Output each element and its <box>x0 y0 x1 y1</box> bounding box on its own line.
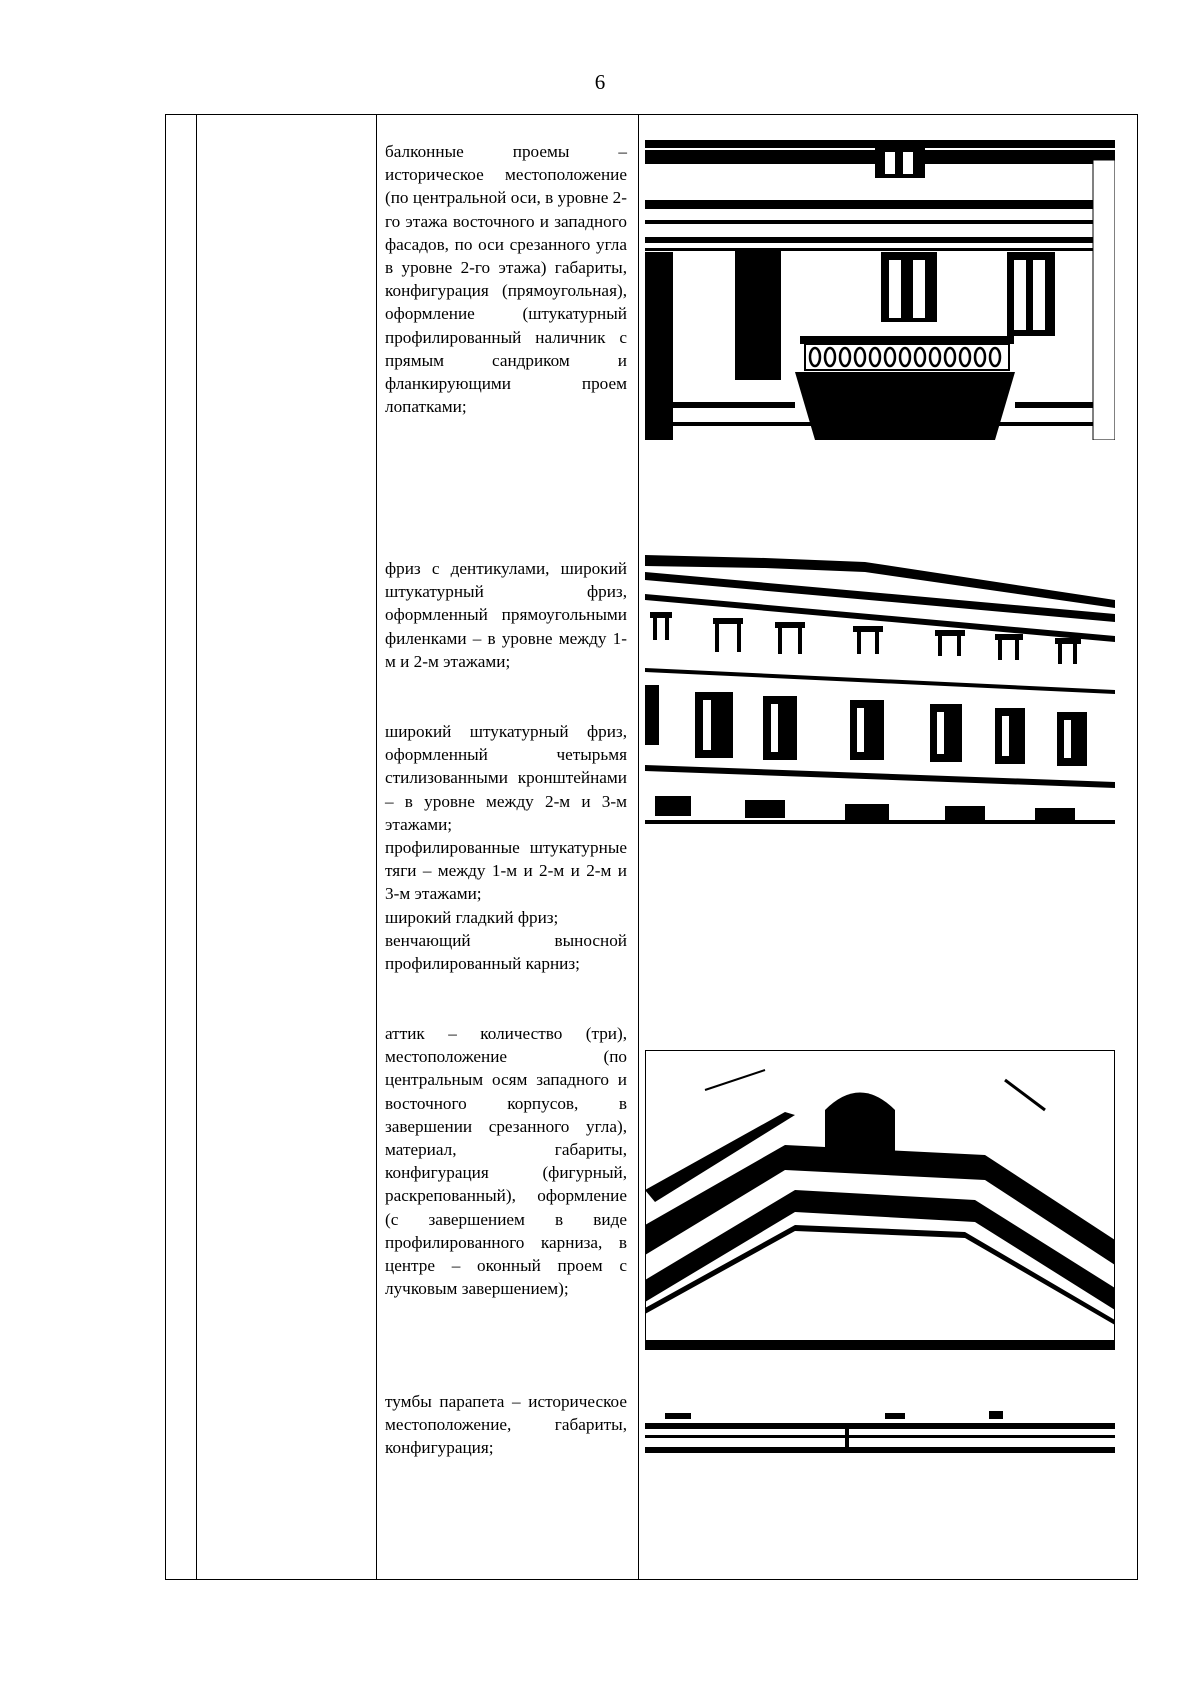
paragraph: профилированные штукатурные тяги – между 1-м и 2-м и 2-м и 3-м этажами; <box>385 838 627 904</box>
photo-attic <box>645 1050 1115 1350</box>
paragraph: балконные проемы – историческое местоположение (по центральной оси, в уровне 2-го этажа восточного и западного фасадов, по оси срезанного угла в уровне 2-го этажа) габариты, конфигурация (прямоугольная), оформление (штукатурный профилированный наличник с прямым сандриком и фланкирующими проем лопатками; <box>385 142 627 417</box>
section-attic <box>385 1022 627 1300</box>
photo-parapet <box>645 1405 1115 1460</box>
table-column-divider <box>638 115 639 1579</box>
section-frieze-dentils <box>385 557 627 673</box>
photo-facade-friezes <box>645 550 1115 830</box>
section-parapet-pedestals <box>385 1390 627 1460</box>
section-balcony-openings <box>385 140 627 418</box>
table-column-divider <box>196 115 197 1579</box>
paragraph: аттик – количество (три), местоположение (по центральным осям западного и восточного корпусов, в завершении срезанного угла), материал, габариты, конфигурация (фигурный, раскрепованный), оформление (с завершением в виде профилированного карниза, в центре – оконный проем с лучковым завершением); <box>385 1024 627 1299</box>
photo-balcony-facade <box>645 140 1115 440</box>
paragraph: венчающий выносной профилированный карниз; <box>385 930 627 974</box>
paragraph: широкий гладкий фриз; <box>385 907 559 927</box>
table-column-divider <box>376 115 377 1579</box>
section-friezes-cornice <box>385 720 627 975</box>
paragraph: широкий штукатурный фриз, оформленный четырьмя стилизованными кронштейнами – в уровне между 2-м и 3-м этажами; <box>385 722 627 834</box>
paragraph: фриз с дентикулами, широкий штукатурный фриз, оформленный прямоугольными филенками – в уровне между 1-м и 2-м этажами; <box>385 559 627 671</box>
paragraph: тумбы парапета – историческое местоположение, габариты, конфигурация; <box>385 1392 627 1458</box>
page-number: 6 <box>594 70 606 94</box>
